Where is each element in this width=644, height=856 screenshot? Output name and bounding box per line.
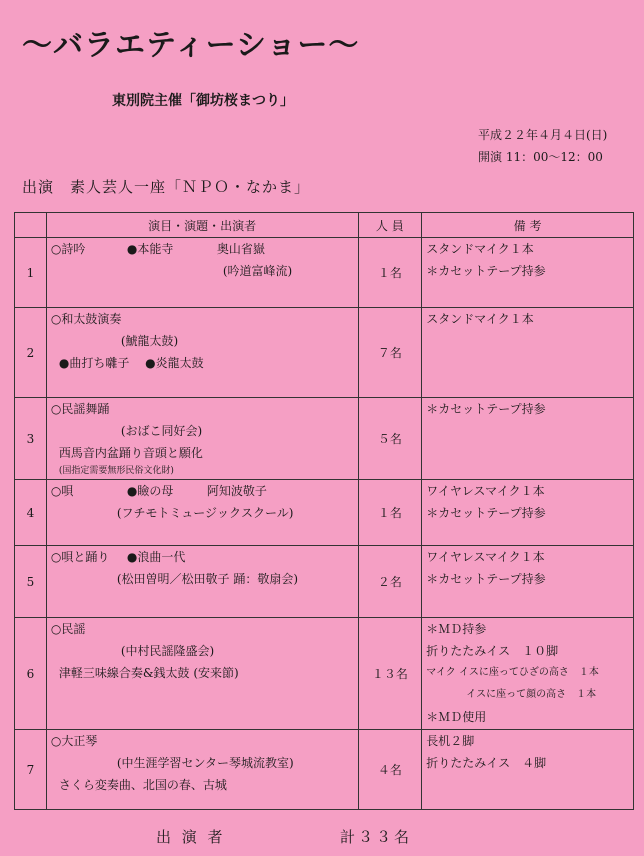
row-count: ４名 (358, 730, 422, 810)
program-group: (おばこ同好会) (120, 424, 203, 438)
remark-item: ワイヤレスマイク１本 (426, 484, 545, 498)
event-time: 開演 11：00～12：00 (478, 150, 603, 164)
row-count: ２名 (358, 546, 422, 618)
row-count: １３名 (358, 618, 422, 730)
remark-item: ワイヤレスマイク１本 (426, 550, 545, 564)
remark-item: ＊ＭＤ使用 (426, 710, 487, 724)
page-title: ～バラエティーショー～ (22, 28, 360, 63)
table-row (15, 398, 634, 480)
program-title: ●瞼の母 (126, 484, 174, 498)
event-date-block (478, 124, 607, 168)
remark-item: ＊ＭＤ持参 (426, 622, 487, 636)
program-note: (国指定需要無形民俗文化財) (58, 466, 174, 476)
program-table (14, 212, 634, 810)
table-row (15, 308, 634, 398)
row-number: 4 (15, 480, 47, 546)
footer-label: 出 演 者 (156, 828, 226, 846)
row-remarks (422, 546, 634, 618)
row-remarks (422, 238, 634, 308)
program-genre: ○唄と踊り (50, 550, 110, 564)
header-number (15, 213, 47, 238)
remark-item: 折りたたみイス ４脚 (426, 756, 547, 770)
row-program (46, 730, 358, 810)
row-program (46, 546, 358, 618)
performer-line: 出演 素人芸人一座「ＮＰＯ・なかま」 (22, 178, 311, 196)
footer-total: 計３３名 (340, 828, 413, 846)
program-title: ●曲打ち囃子 (58, 356, 130, 370)
program-group: (中生涯学習センター琴城流教室) (116, 756, 294, 770)
remark-item: イスに座って顔の高さ １本 (466, 689, 597, 700)
program-group: (松田曽明／松田敬子 踊：敬扇会) (116, 572, 299, 586)
program-genre: ○和太鼓演奏 (50, 312, 122, 326)
remark-item: スタンドマイク１本 (426, 242, 534, 256)
remark-item: スタンドマイク１本 (426, 312, 534, 326)
row-count: ７名 (358, 308, 422, 398)
program-group: (鯱龍太鼓) (120, 334, 179, 348)
header-count: 人 員 (358, 213, 422, 238)
remark-item: ＊カセットテープ持参 (426, 506, 546, 520)
row-number: 2 (15, 308, 47, 398)
remark-item: ＊カセットテープ持参 (426, 264, 546, 278)
remark-item: ＊カセットテープ持参 (426, 572, 546, 586)
program-genre: ○唄 (50, 484, 74, 498)
header-remarks: 備 考 (422, 213, 634, 238)
row-number: 7 (15, 730, 47, 810)
row-remarks (422, 480, 634, 546)
row-remarks (422, 618, 634, 730)
program-title: ●浪曲一代 (126, 550, 186, 564)
row-number: 6 (15, 618, 47, 730)
program-performer: 奥山省嶽 (216, 242, 265, 256)
row-number: 1 (15, 238, 47, 308)
row-program (46, 238, 358, 308)
program-group: (吟道富峰流) (222, 264, 293, 278)
program-performer: 阿知波敬子 (206, 484, 267, 498)
row-count: １名 (358, 238, 422, 308)
row-program (46, 398, 358, 480)
table-header-row (15, 213, 634, 238)
table-row (15, 618, 634, 730)
program-title: ●炎龍太鼓 (145, 356, 204, 370)
remark-item: 折りたたみイス １０脚 (426, 644, 559, 658)
program-genre: ○大正琴 (50, 734, 98, 748)
program-group: (フチモトミュージックスクール) (116, 506, 294, 520)
table-row (15, 730, 634, 810)
row-remarks (422, 308, 634, 398)
remark-item: 長机２脚 (426, 734, 475, 748)
event-date: 平成２２年４月４日(日) (478, 128, 608, 142)
program-genre: ○詩吟 (50, 242, 86, 256)
program-genre: ○民謡舞踊 (50, 402, 110, 416)
row-program (46, 480, 358, 546)
program-title: さくら変奏曲、北国の春、古城 (58, 778, 227, 792)
row-program (46, 308, 358, 398)
row-count: １名 (358, 480, 422, 546)
table-row (15, 480, 634, 546)
row-count: ５名 (358, 398, 422, 480)
remark-item: ＊カセットテープ持参 (426, 402, 546, 416)
header-program: 演目・演題・出演者 (46, 213, 358, 238)
table-row (15, 238, 634, 308)
row-number: 5 (15, 546, 47, 618)
program-title: 西馬音内盆踊り音頭と願化 (58, 446, 203, 460)
row-number: 3 (15, 398, 47, 480)
program-genre: ○民謡 (50, 622, 86, 636)
program-title: ●本能寺 (126, 242, 174, 256)
program-title: 津軽三味線合奏&銭太鼓 (安来節) (58, 666, 239, 680)
table-row (15, 546, 634, 618)
row-program (46, 618, 358, 730)
program-group: (中村民謡隆盛会) (120, 644, 215, 658)
remark-item: マイク イスに座ってひざの高さ １本 (426, 667, 599, 678)
event-subtitle: 東別院主催「御坊桜まつり」 (112, 93, 294, 109)
row-remarks (422, 730, 634, 810)
row-remarks (422, 398, 634, 480)
